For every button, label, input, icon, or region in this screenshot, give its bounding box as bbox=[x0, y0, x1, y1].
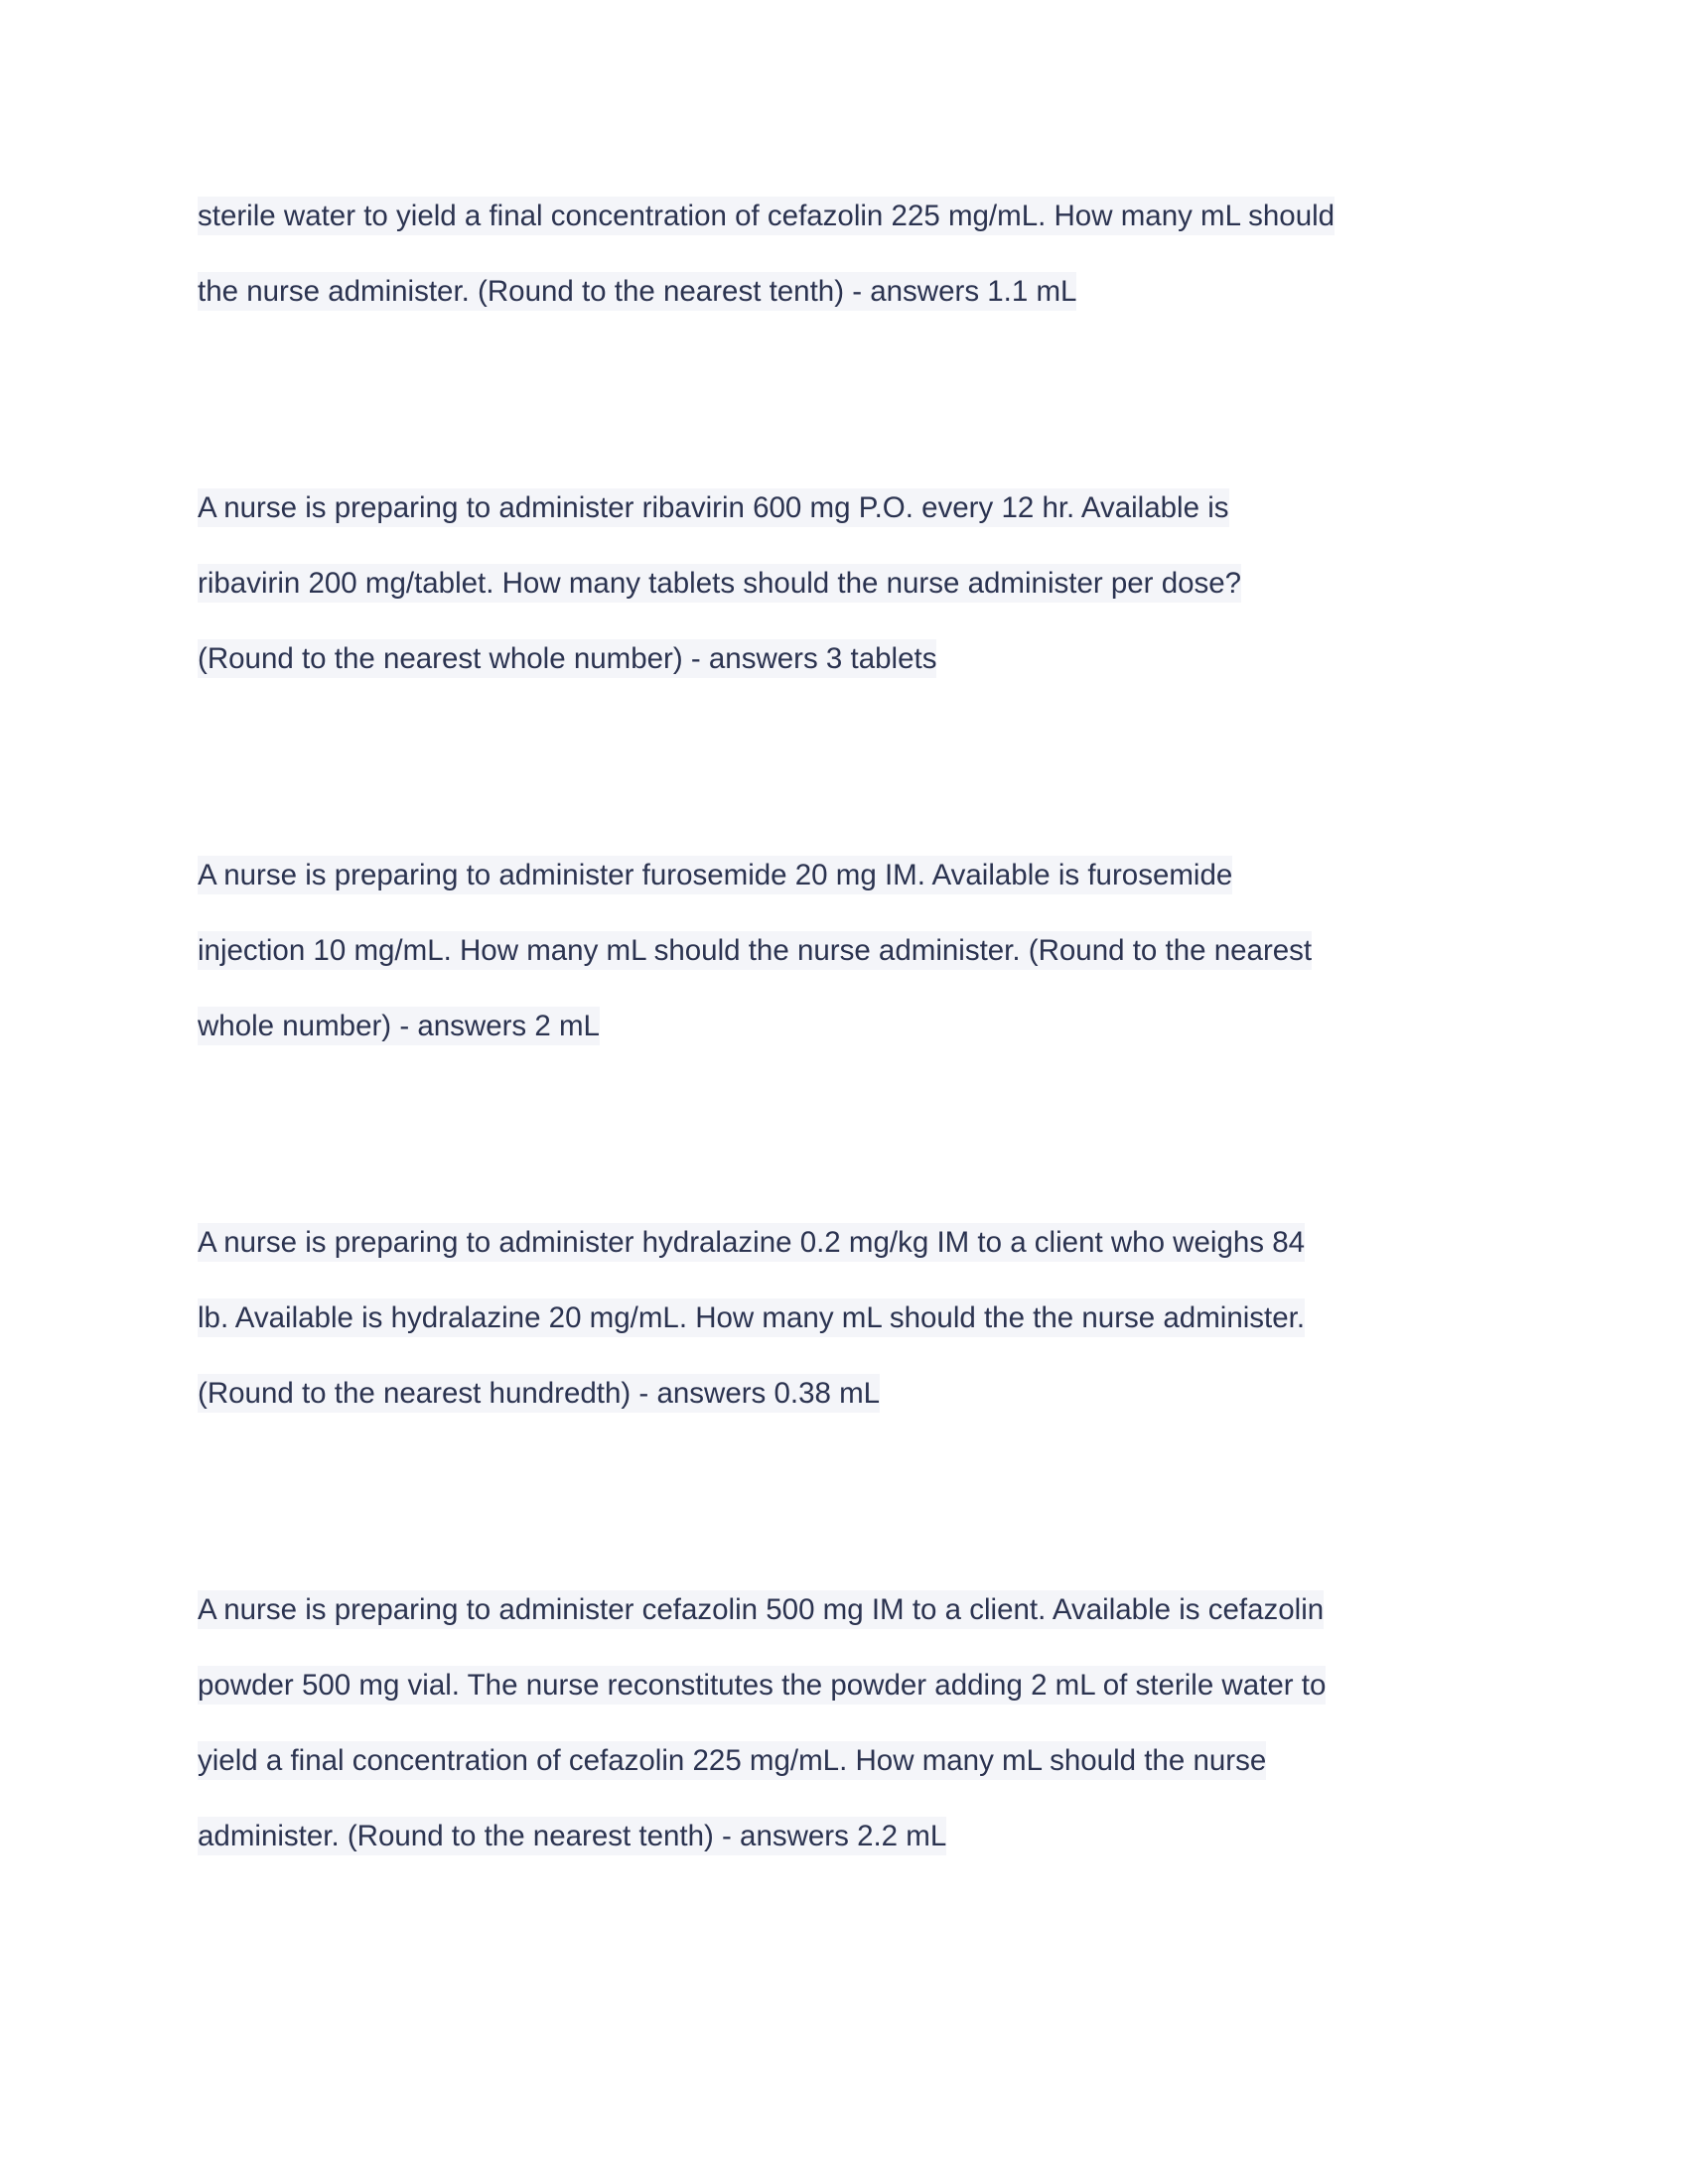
highlighted-text: the nurse administer. (Round to the nearest tenth) - answers 1.1 mL bbox=[198, 272, 1076, 311]
highlighted-text: A nurse is preparing to administer ribavirin 600 mg P.O. every 12 hr. Available is bbox=[198, 488, 1229, 527]
highlighted-text: (Round to the nearest hundredth) - answers 0.38 mL bbox=[198, 1374, 880, 1413]
highlighted-text: A nurse is preparing to administer cefazolin 500 mg IM to a client. Available is cefazolin bbox=[198, 1590, 1324, 1629]
text-line bbox=[198, 1572, 1508, 1648]
highlighted-text: yield a final concentration of cefazolin 225 mg/mL. How many mL should the nurse bbox=[198, 1741, 1266, 1780]
question-answer-paragraph bbox=[198, 1205, 1508, 1432]
text-line bbox=[198, 546, 1508, 621]
text-line bbox=[198, 1648, 1508, 1723]
highlighted-text: A nurse is preparing to administer furosemide 20 mg IM. Available is furosemide bbox=[198, 856, 1232, 894]
text-line bbox=[198, 913, 1508, 989]
highlighted-text: ribavirin 200 mg/tablet. How many tablets should the nurse administer per dose? bbox=[198, 564, 1241, 603]
question-answer-paragraph bbox=[198, 1572, 1508, 1874]
text-line bbox=[198, 1723, 1508, 1799]
highlighted-text: (Round to the nearest whole number) - answers 3 tablets bbox=[198, 639, 936, 678]
highlighted-text: injection 10 mg/mL. How many mL should the nurse administer. (Round to the nearest bbox=[198, 931, 1312, 970]
highlighted-text: lb. Available is hydralazine 20 mg/mL. How many mL should the the nurse administer. bbox=[198, 1298, 1305, 1337]
text-line bbox=[198, 179, 1508, 254]
question-answer-paragraph bbox=[198, 838, 1508, 1064]
document-page bbox=[198, 179, 1508, 2015]
question-answer-paragraph bbox=[198, 471, 1508, 697]
text-line bbox=[198, 838, 1508, 913]
highlighted-text: whole number) - answers 2 mL bbox=[198, 1007, 600, 1045]
highlighted-text: A nurse is preparing to administer hydralazine 0.2 mg/kg IM to a client who weighs 84 bbox=[198, 1223, 1305, 1262]
text-line bbox=[198, 1799, 1508, 1874]
highlighted-text: powder 500 mg vial. The nurse reconstitutes the powder adding 2 mL of sterile water to bbox=[198, 1666, 1326, 1705]
question-answer-paragraph bbox=[198, 179, 1508, 330]
text-line bbox=[198, 1356, 1508, 1432]
text-line bbox=[198, 989, 1508, 1064]
highlighted-text: administer. (Round to the nearest tenth) - answers 2.2 mL bbox=[198, 1817, 946, 1855]
text-line bbox=[198, 471, 1508, 546]
highlighted-text: sterile water to yield a final concentration of cefazolin 225 mg/mL. How many mL should bbox=[198, 197, 1335, 235]
text-line bbox=[198, 1281, 1508, 1356]
text-line bbox=[198, 1205, 1508, 1281]
text-line bbox=[198, 254, 1508, 330]
text-line bbox=[198, 621, 1508, 697]
